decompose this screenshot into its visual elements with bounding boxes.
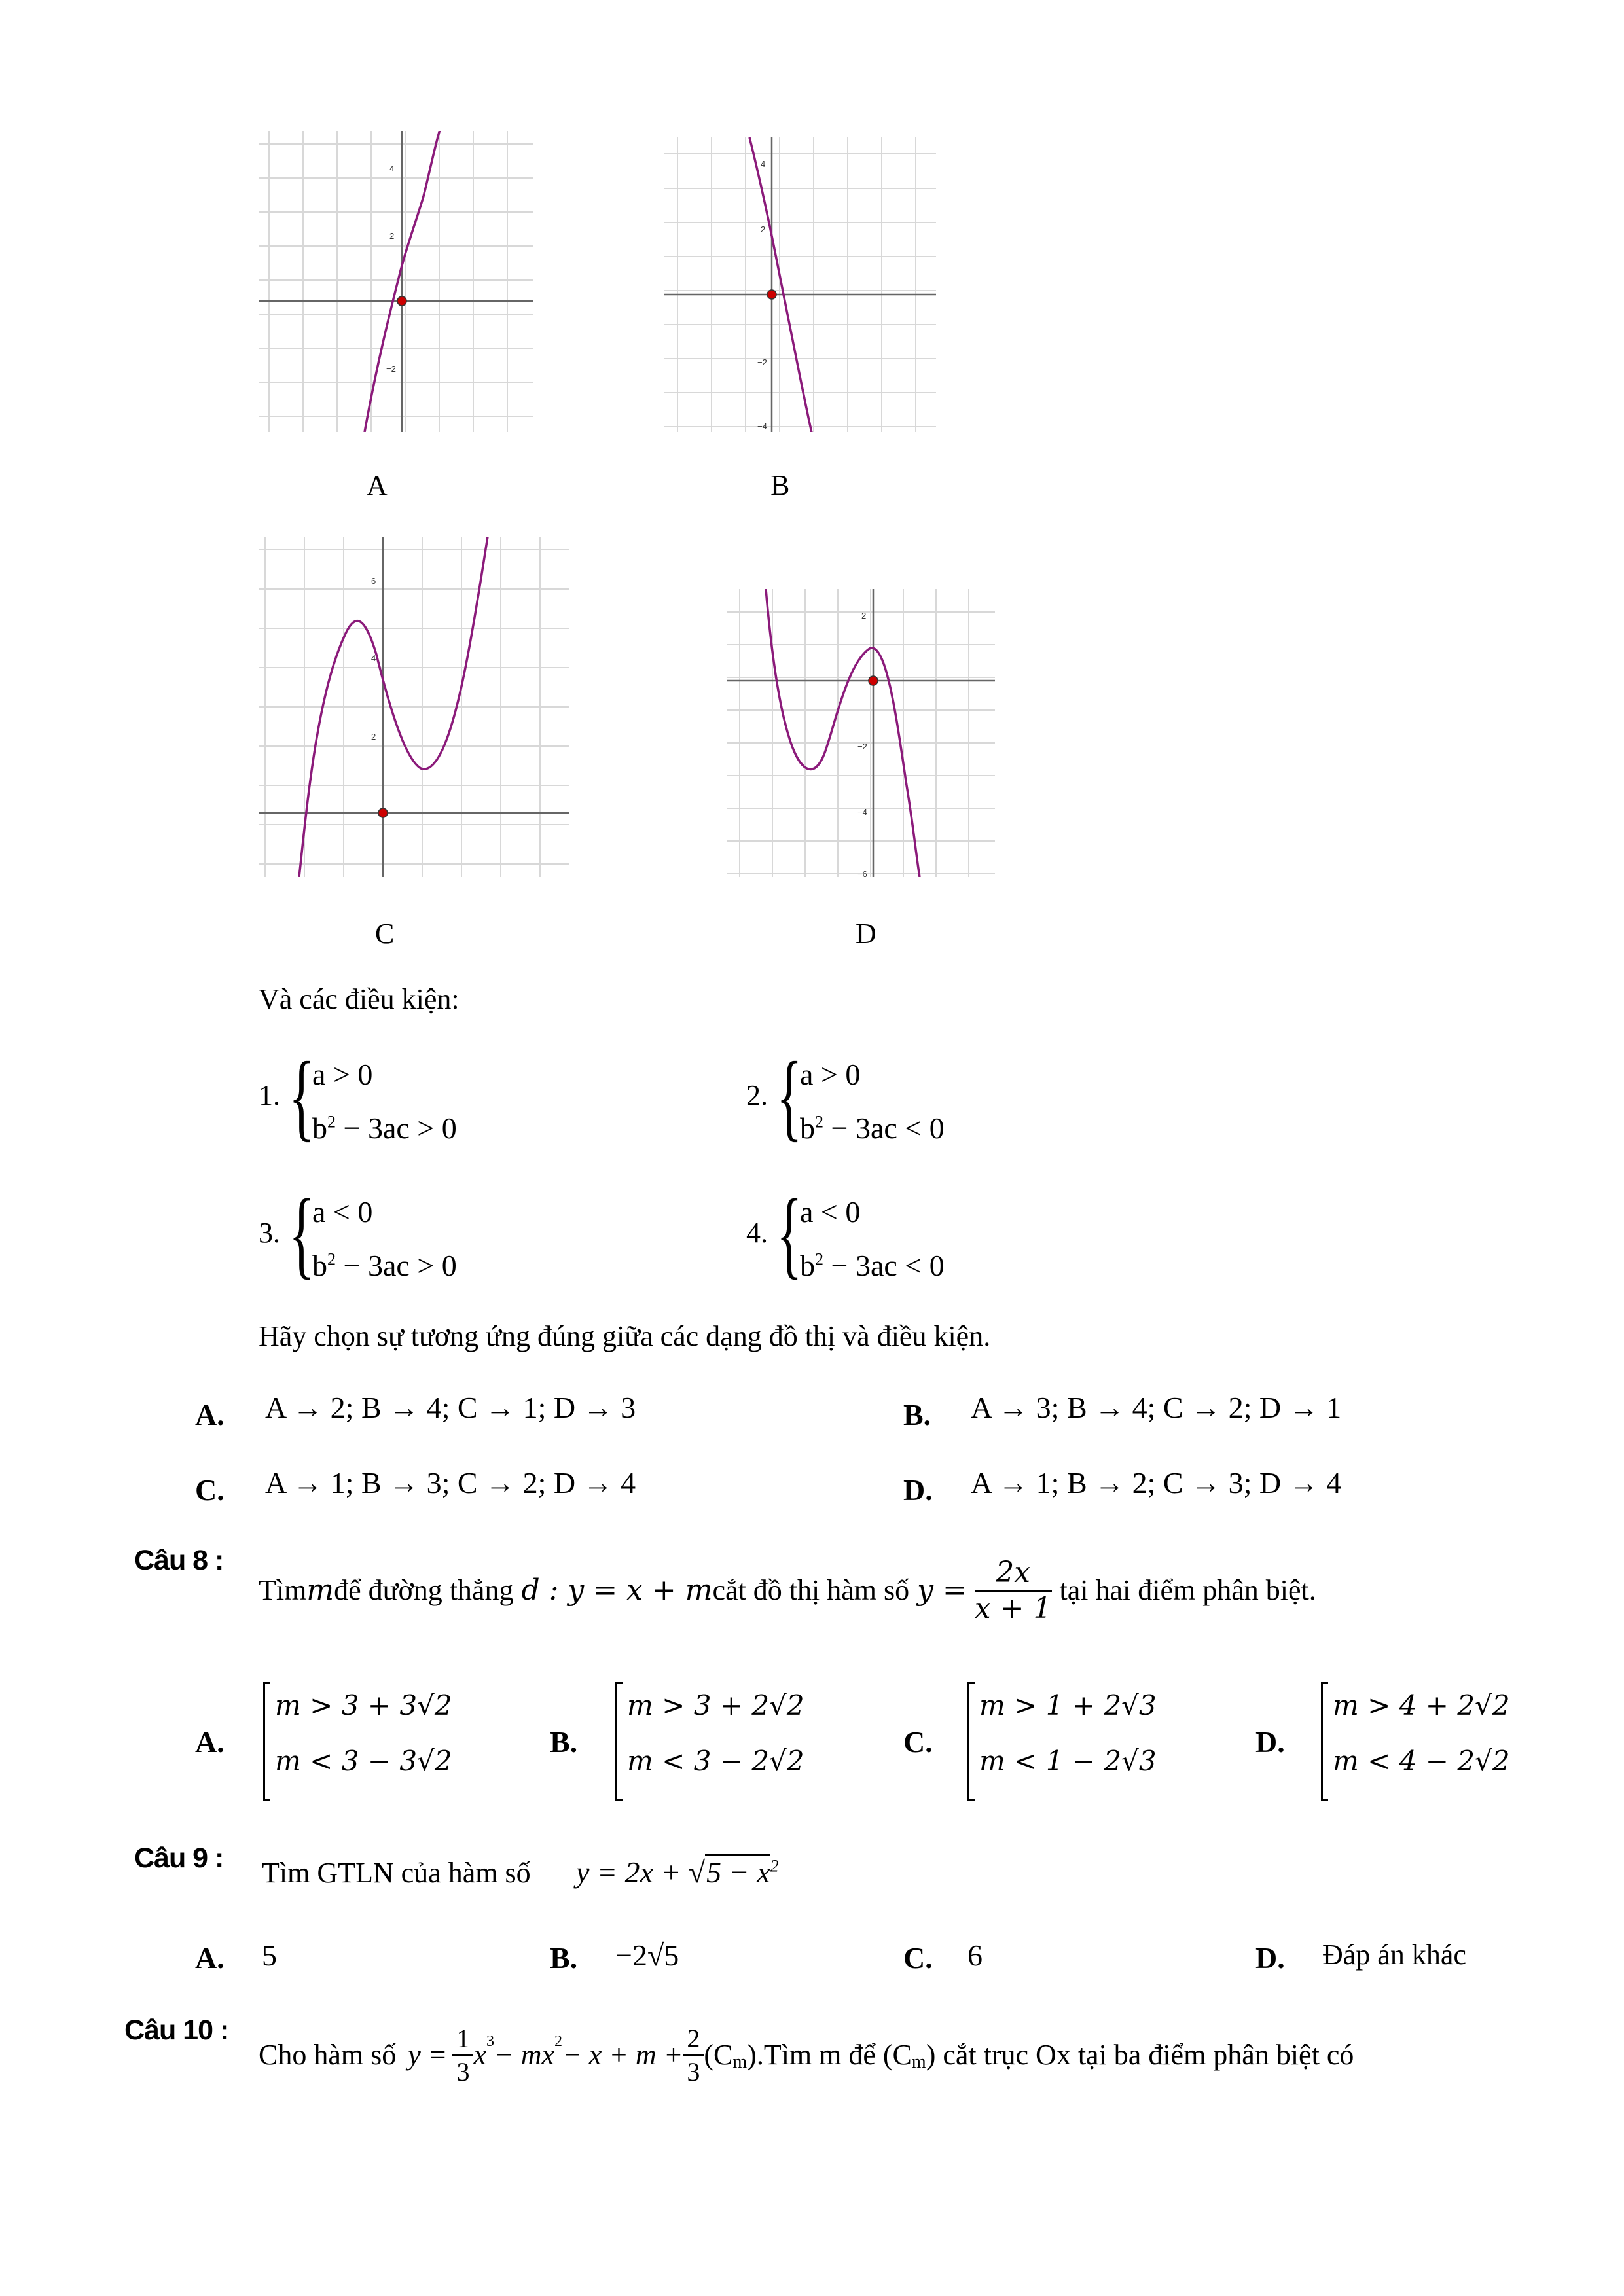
brace-icon: { [776, 1042, 803, 1151]
option-text[interactable]: Đáp án khác [1322, 1939, 1466, 1971]
point [378, 808, 388, 817]
fraction: $\frac{2}{3}$ [683, 2026, 704, 2085]
condition-number: 3. [259, 1217, 280, 1249]
axis-label: 4 [389, 164, 395, 173]
graph-label-c: C [375, 918, 395, 950]
bracket-icon [263, 1682, 270, 1801]
option-text[interactable]: 5 [262, 1939, 277, 1972]
axis-label: −2 [386, 364, 396, 374]
question-title: Câu 8 : [134, 1545, 224, 1576]
option-line1[interactable]: m > 4 + 2√2 [1333, 1689, 1510, 1721]
option-line1[interactable]: m > 3 + 2√2 [627, 1689, 804, 1721]
option-line2[interactable]: m < 3 − 2√2 [627, 1745, 804, 1777]
axis-label: 2 [389, 231, 395, 241]
q9-prompt: Tìm GTLN của hàm số [262, 1857, 531, 1889]
option-label[interactable]: B. [550, 1941, 578, 1975]
axis-label: 2 [861, 611, 867, 620]
question-title: Câu 9 : [134, 1842, 224, 1874]
condition-line2: $b^2 - 3ac < 0$ [800, 1249, 945, 1282]
option-label[interactable]: A. [195, 1398, 225, 1431]
curve [749, 137, 812, 432]
axis-label: 2 [761, 224, 766, 234]
option-line1[interactable]: m > 3 + 3√2 [275, 1689, 452, 1721]
axis-label: −6 [857, 869, 867, 877]
q7-prompt: Hãy chọn sự tương ứng đúng giữa các dạng đồ thị và điều kiện. [259, 1320, 991, 1352]
graph-c [259, 537, 569, 877]
grid [259, 131, 533, 432]
option-label[interactable]: B. [550, 1725, 578, 1759]
brace-icon: { [289, 1179, 315, 1288]
option-text[interactable]: A → 1; B → 3; C → 2; D → 4 [265, 1466, 636, 1499]
option-text[interactable]: A → 3; B → 4; C → 2; D → 1 [971, 1391, 1342, 1424]
sqrt-icon: √ [688, 1856, 706, 1889]
option-label[interactable]: A. [195, 1725, 225, 1759]
axes [664, 137, 936, 432]
axis-label: −2 [857, 742, 867, 751]
option-line1[interactable]: m > 1 + 2√3 [979, 1689, 1157, 1721]
graph-a [259, 131, 533, 432]
option-label[interactable]: D. [1255, 1725, 1285, 1759]
grid [727, 589, 995, 877]
axis-label: 6 [371, 576, 376, 586]
option-label[interactable]: C. [195, 1473, 225, 1507]
option-text[interactable]: −2√5 [615, 1939, 679, 1972]
condition-line2: $b^2 - 3ac < 0$ [800, 1111, 945, 1145]
condition-line1: a > 0 [312, 1058, 373, 1091]
graph-label-d: D [856, 918, 876, 950]
brace-icon: { [776, 1179, 803, 1288]
option-label[interactable]: B. [903, 1398, 931, 1431]
curve [766, 589, 920, 877]
option-line2[interactable]: m < 3 − 3√2 [275, 1745, 452, 1777]
bracket-icon [615, 1682, 623, 1801]
option-text[interactable]: A → 1; B → 2; C → 3; D → 4 [971, 1466, 1342, 1499]
condition-line1: a < 0 [312, 1195, 373, 1229]
point [397, 296, 406, 306]
point [767, 290, 776, 299]
option-line2[interactable]: m < 1 − 2√3 [979, 1745, 1157, 1777]
condition-line1: a > 0 [800, 1058, 861, 1091]
axis-label: 4 [371, 653, 376, 663]
q8-prompt: Tìm m để đường thẳng d : y = x + m cắt đồ thị hàm số y = $\frac{2x}{x + 1}$ tại hai điểm phân biệt. [259, 1555, 1316, 1625]
condition-number: 2. [746, 1079, 768, 1111]
axis-label: −4 [757, 422, 767, 431]
axis-label: −4 [857, 807, 867, 817]
graph-b [664, 137, 936, 432]
bracket-icon [1321, 1682, 1328, 1801]
fraction: $\frac{2x}{x + 1}$ [974, 1555, 1052, 1625]
option-label[interactable]: C. [903, 1725, 933, 1759]
option-label[interactable]: D. [903, 1473, 933, 1507]
axes [727, 589, 995, 877]
option-text[interactable]: 6 [967, 1939, 983, 1972]
point [869, 676, 878, 685]
conditions-intro: Và các điều kiện: [259, 983, 460, 1015]
option-label[interactable]: D. [1255, 1941, 1285, 1975]
brace-icon: { [289, 1042, 315, 1151]
graph-d [727, 589, 995, 877]
condition-number: 4. [746, 1217, 768, 1249]
axis-label: 2 [371, 732, 376, 742]
q9-function: $y = 2x + √5 - x^2$ [576, 1857, 779, 1888]
fraction: $\frac{1}{3}$ [452, 2026, 473, 2085]
graph-label-b: B [770, 469, 790, 501]
bracket-icon [967, 1682, 975, 1801]
condition-line2: $b^2 - 3ac > 0$ [312, 1249, 457, 1282]
grid [664, 137, 936, 432]
q10-prompt: Cho hàm số y = $\frac{1}{3}$ x $^3$ − mx $^2$ − x + m + $\frac{2}{3}$ (C $_m$ ). Tìm m để (C $_m$ ) cắt trục Ox tại ba điểm phân biệt có [259, 2023, 1354, 2087]
axis-label: 4 [761, 159, 766, 169]
axis-label: −2 [757, 357, 767, 367]
condition-number: 1. [259, 1079, 280, 1111]
option-label[interactable]: C. [903, 1941, 933, 1975]
condition-line2: $b^2 - 3ac > 0$ [312, 1111, 457, 1145]
question-title: Câu 10 : [124, 2015, 229, 2046]
option-line2[interactable]: m < 4 − 2√2 [1333, 1745, 1510, 1777]
axes [259, 131, 533, 432]
condition-line1: a < 0 [800, 1195, 861, 1229]
graph-label-a: A [367, 469, 388, 501]
option-text[interactable]: A → 2; B → 4; C → 1; D → 3 [265, 1391, 636, 1424]
option-label[interactable]: A. [195, 1941, 225, 1975]
